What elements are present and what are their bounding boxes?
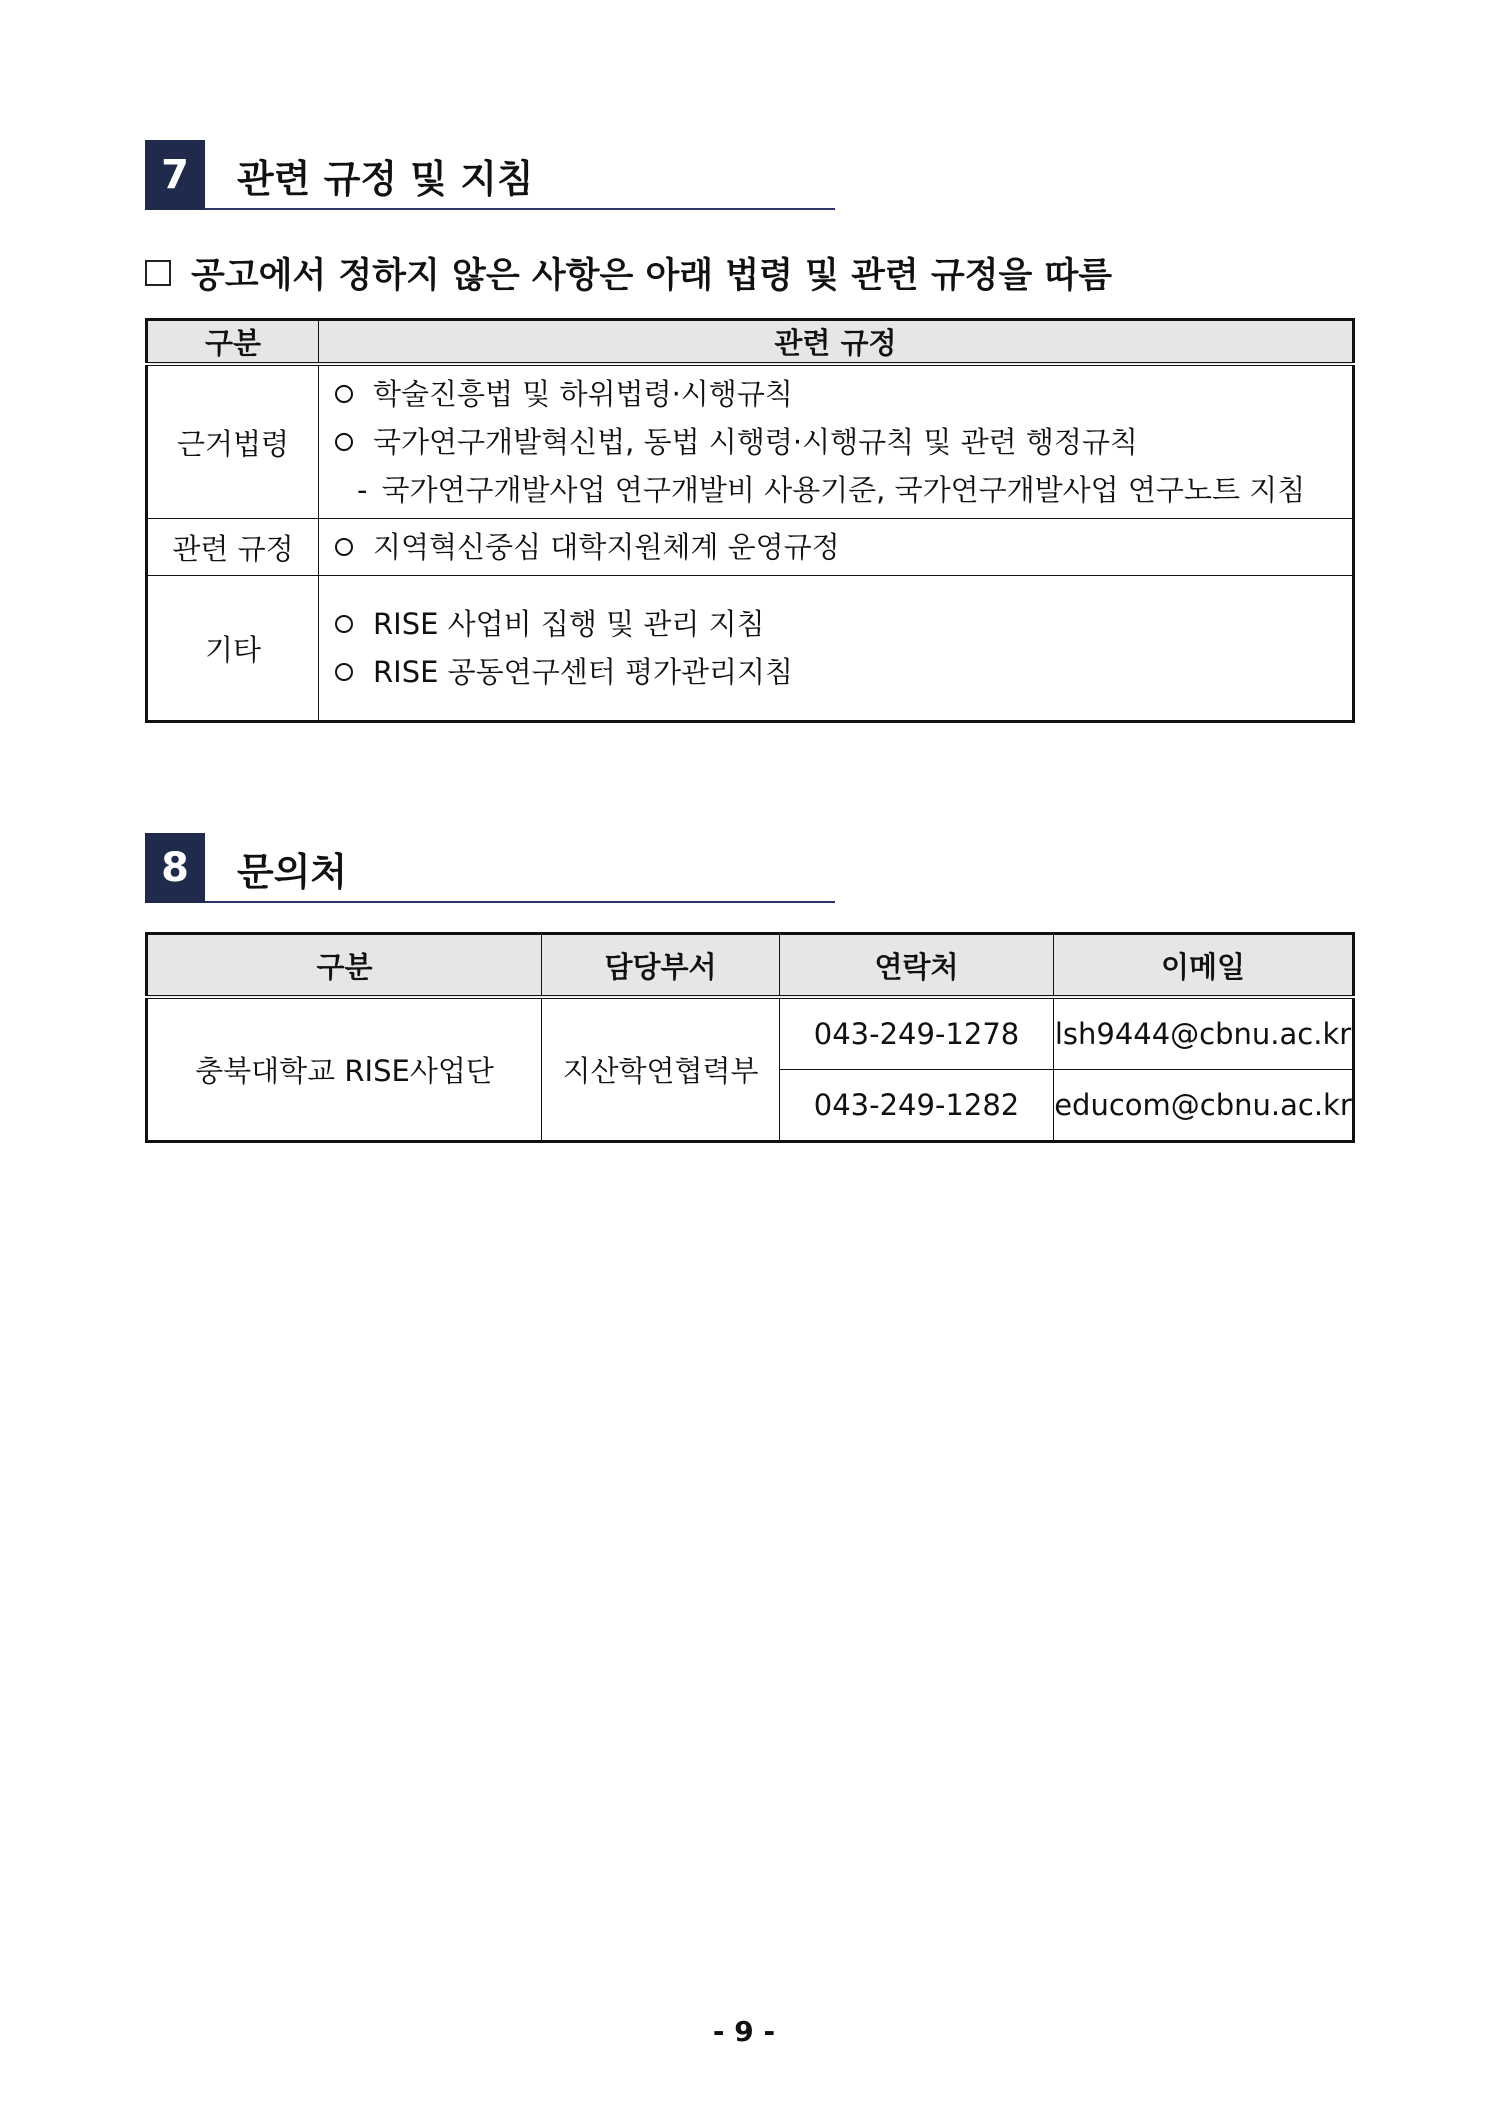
list-subitem: - 국가연구개발사업 연구개발비 사용기준, 국가연구개발사업 연구노트 지침 — [335, 466, 1352, 514]
email-address[interactable]: lsh9444@cbnu.ac.kr — [1054, 997, 1354, 1070]
row-content — [319, 576, 1354, 722]
phone-number: 043-249-1282 — [780, 1070, 1054, 1142]
dept-name: 지산학연협력부 — [542, 997, 780, 1142]
circle-bullet-icon — [335, 663, 353, 681]
section-7-note-text: 공고에서 정하지 않은 사항은 아래 법령 및 관련 규정을 따름 — [191, 256, 1113, 296]
row-content — [319, 519, 1354, 576]
page-number: - 9 - — [712, 2015, 776, 2048]
section-8-title: 문의처 — [237, 850, 348, 894]
table-header-row — [147, 320, 1354, 365]
header-category: 구분 — [147, 934, 542, 998]
email-address[interactable]: educom@cbnu.ac.kr — [1054, 1070, 1354, 1142]
org-name: 충북대학교 RISE사업단 — [147, 997, 542, 1142]
row-label: 근거법령 — [147, 364, 319, 519]
table-header-row — [147, 934, 1354, 998]
list-item: 지역혁신중심 대학지원체계 운영규정 — [335, 523, 1352, 571]
contact-table — [145, 932, 1355, 1143]
phone-number: 043-249-1278 — [780, 997, 1054, 1070]
section-8-heading — [145, 833, 835, 903]
row-label: 관련 규정 — [147, 519, 319, 576]
section-8-rule — [205, 901, 835, 903]
table-row — [147, 519, 1354, 576]
table-row — [147, 997, 1354, 1070]
row-label: 기타 — [147, 576, 319, 722]
header-department: 담당부서 — [542, 934, 780, 998]
header-phone: 연락처 — [780, 934, 1054, 998]
section-7-heading — [145, 140, 835, 210]
list-item: RISE 사업비 집행 및 관리 지침 — [335, 600, 1352, 648]
circle-bullet-icon — [335, 433, 353, 451]
table-row — [147, 576, 1354, 722]
section-7-title: 관련 규정 및 지침 — [237, 157, 534, 201]
list-item: 국가연구개발혁신법, 동법 시행령·시행규칙 및 관련 행정규칙 — [335, 418, 1352, 466]
circle-bullet-icon — [335, 538, 353, 556]
section-7-rule — [205, 208, 835, 210]
header-email: 이메일 — [1054, 934, 1354, 998]
section-7-number: 7 — [145, 140, 205, 210]
circle-bullet-icon — [335, 615, 353, 633]
checkbox-icon — [145, 260, 171, 286]
section-8-number: 8 — [145, 833, 205, 903]
list-item: 학술진흥법 및 하위법령·시행규칙 — [335, 370, 1352, 418]
dash-icon: - — [357, 473, 368, 507]
row-content — [319, 364, 1354, 519]
list-item: RISE 공동연구센터 평가관리지침 — [335, 648, 1352, 696]
table-row — [147, 364, 1354, 519]
header-category: 구분 — [147, 320, 319, 365]
header-regulation: 관련 규정 — [319, 320, 1354, 365]
section-7-note — [145, 248, 1112, 298]
circle-bullet-icon — [335, 385, 353, 403]
regulations-table — [145, 318, 1355, 723]
